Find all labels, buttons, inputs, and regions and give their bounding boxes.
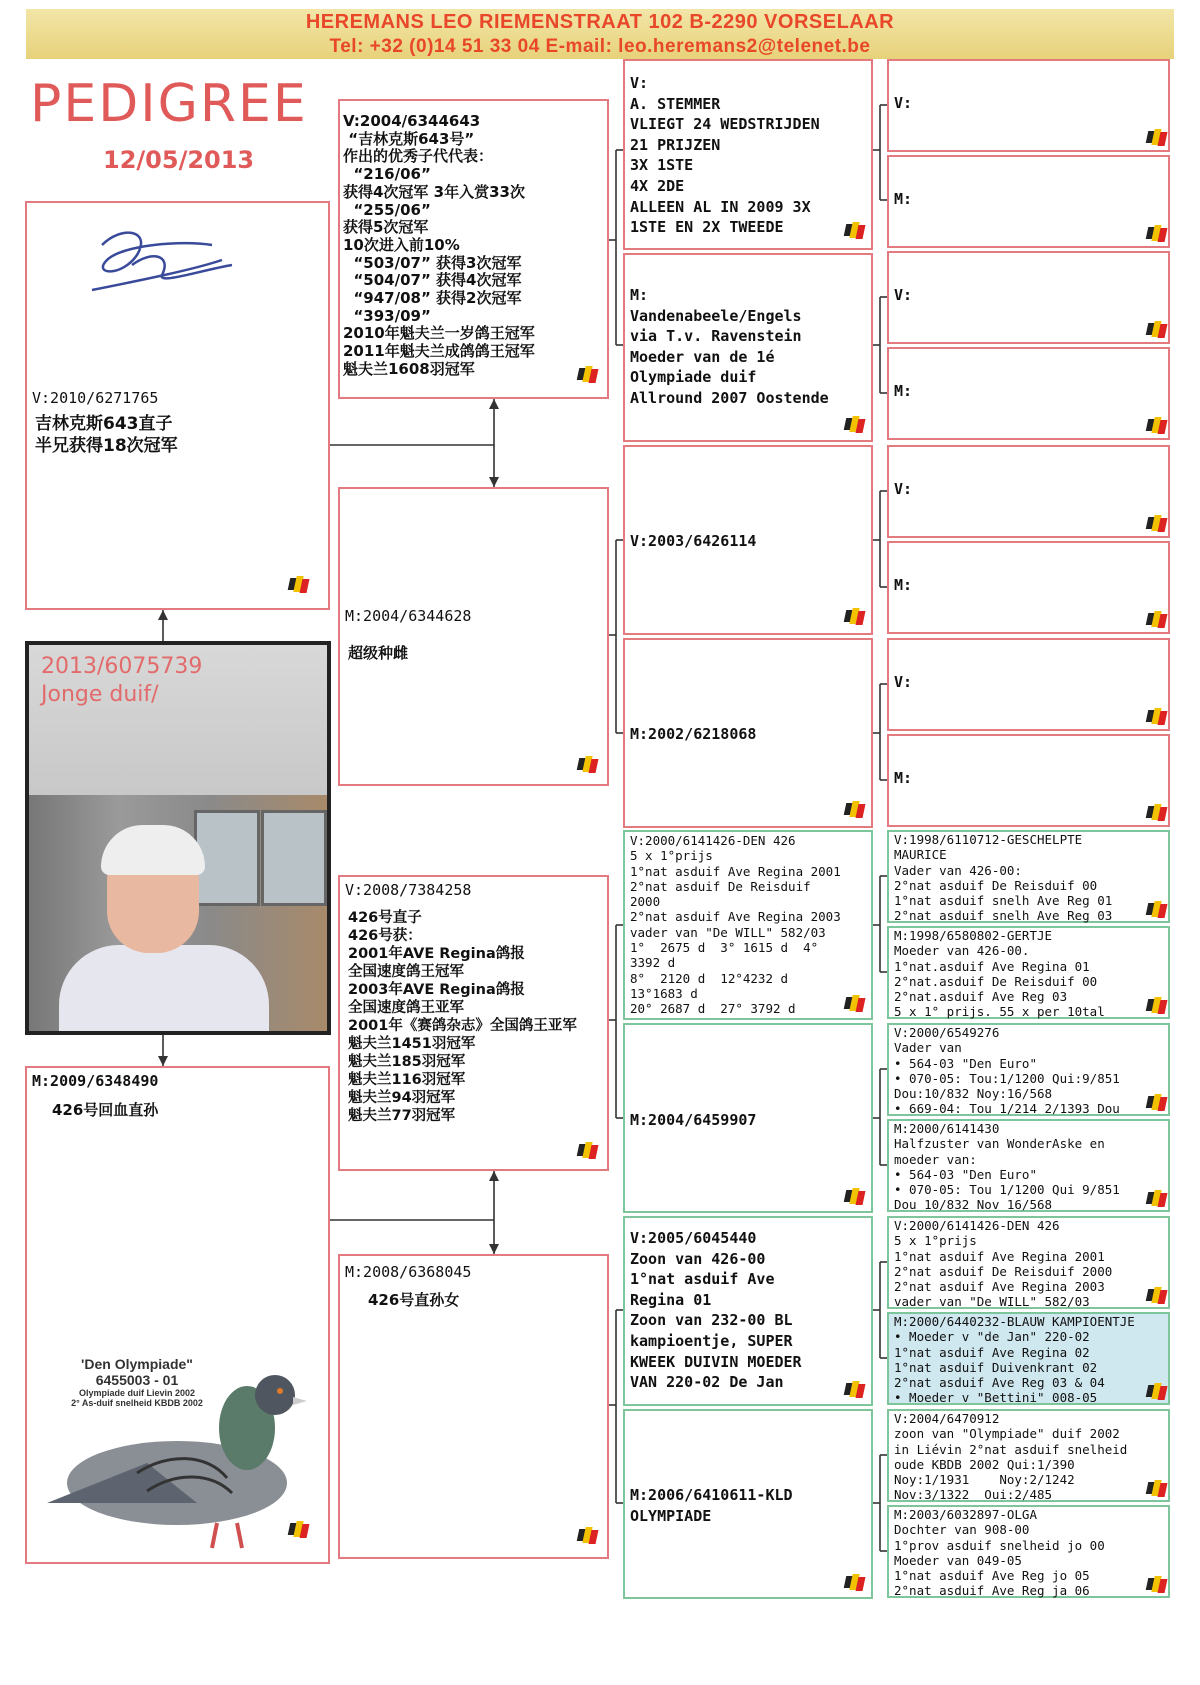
gen4-box-13 xyxy=(887,1216,1170,1309)
signature xyxy=(62,215,242,315)
subject-photo xyxy=(25,641,331,1035)
sire-ring: V:2010/6271765 xyxy=(32,389,159,407)
gen3-text-8: M:2006/6410611-KLD OLYMPIADE xyxy=(630,1486,793,1525)
belgian-flag-icon xyxy=(578,753,600,775)
belgian-flag-icon xyxy=(845,219,867,241)
gen4-box-5 xyxy=(887,445,1170,538)
belgian-flag-icon xyxy=(1147,1477,1169,1499)
belgian-flag-icon xyxy=(1147,512,1169,534)
gen3-text-1: V: A. STEMMER VLIEGT 24 WEDSTRIJDEN 21 PRIJZEN 3X 1STE 4X 2DE ALLEEN AL IN 2009 3X 1STE EN 2X TWEEDE xyxy=(630,74,820,237)
belgian-flag-icon xyxy=(1147,994,1169,1016)
gen3-text-3: V:2003/6426114 xyxy=(630,532,757,550)
belgian-flag-icon xyxy=(1147,222,1169,244)
gen4-box-1 xyxy=(887,59,1170,152)
gen4-text-10: M:1998/6580802-GERTJE Moeder van 426-00. 1°nat.asduif Ave Regina 01 2°nat.asduif De Reisduif 00 2°nat.asduif Ave Reg 03 5 x 1° prijs. 55 x per 10tal xyxy=(894,928,1105,1020)
belgian-flag-icon xyxy=(289,573,311,595)
belgian-flag-icon xyxy=(1147,318,1169,340)
gen4-box-15 xyxy=(887,1409,1170,1502)
dam-dam-notes: 426号直孙女 xyxy=(368,1291,460,1309)
gen4-box-14 xyxy=(887,1312,1170,1405)
gen3-text-5: V:2000/6141426-DEN 426 5 x 1°prijs 1°nat asduif Ave Regina 2001 2°nat asduif De Reisduif 2000 2°nat asduif Ave Regina 2003 vader van "De WILL" 582/03 1° 2675 d 3° 1615 d 4° 3392 d 8° 2120 d 12°4232 d 13°1683 d 20° 2687 d 27° 3792 d xyxy=(630,833,841,1017)
belgian-flag-icon xyxy=(578,363,600,385)
gen3-box-6 xyxy=(623,1023,873,1213)
gen3-box-1 xyxy=(623,59,873,250)
gen4-box-8 xyxy=(887,734,1170,827)
gen4-box-11 xyxy=(887,1023,1170,1116)
belgian-flag-icon xyxy=(845,1185,867,1207)
belgian-flag-icon xyxy=(845,992,867,1014)
belgian-flag-icon xyxy=(845,605,867,627)
belgian-flag-icon xyxy=(1147,608,1169,630)
sire-dam-ring: M:2004/6344628 xyxy=(345,607,472,625)
pedigree-date: 12/05/2013 xyxy=(103,146,255,174)
belgian-flag-icon xyxy=(845,1378,867,1400)
belgian-flag-icon xyxy=(1147,1573,1169,1595)
gen3-box-4 xyxy=(623,638,873,828)
gen3-box-7 xyxy=(623,1216,873,1406)
header-banner xyxy=(26,9,1174,59)
belgian-flag-icon xyxy=(578,1139,600,1161)
gen3-box-3 xyxy=(623,445,873,635)
sire-dam-box xyxy=(338,487,609,786)
belgian-flag-icon xyxy=(1147,705,1169,727)
gen3-text-7: V:2005/6045440 Zoon van 426-00 1°nat asduif Ave Regina 01 Zoon van 232-00 BL kampioentje, SUPER KWEEK DUIVIN MOEDER VAN 220-02 De Jan xyxy=(630,1229,802,1392)
belgian-flag-icon xyxy=(1147,414,1169,436)
belgian-flag-icon xyxy=(1147,1091,1169,1113)
gen4-text-2: M: xyxy=(894,190,913,208)
dam-dam-ring: M:2008/6368045 xyxy=(345,1263,472,1281)
dam-dam-box xyxy=(338,1254,609,1559)
gen4-text-6: M: xyxy=(894,576,913,594)
page-title: PEDIGREE xyxy=(30,74,308,134)
gen4-text-9: V:1998/6110712-GESCHELPTE MAURICE Vader van 426-00: 2°nat asduif De Reisduif 00 1°nat asduif snelh Ave Reg 01 2°nat asduif snelh Ave Reg 03 xyxy=(894,832,1113,924)
gen4-box-7 xyxy=(887,638,1170,731)
breeder-address: HEREMANS LEO RIEMENSTRAAT 102 B-2290 VORSELAAR xyxy=(305,11,895,33)
sire-box xyxy=(25,201,330,610)
gen4-text-16: M:2003/6032897-OLGA Dochter van 908-00 1°prov asduif snelheid jo 00 Moeder van 049-05 1°nat asduif Ave Reg jo 05 2°nat asduif Ave Reg ja 06 xyxy=(894,1507,1105,1599)
gen3-box-5 xyxy=(623,830,873,1020)
gen3-text-4: M:2002/6218068 xyxy=(630,725,757,743)
olympiade-caption: 'Den Olympiade" 6455003 - 01 Olympiade duif Lievin 2002 2° As-duif snelheid KBDB 2002 xyxy=(71,1356,203,1408)
sire-sire-box xyxy=(338,99,609,399)
belgian-flag-icon xyxy=(289,1518,311,1540)
belgian-flag-icon xyxy=(1147,1284,1169,1306)
dam-sire-notes: 426号直子 426号获： 2001年AVE Regina鸽报 全国速度鸽王冠军 2003年AVE Regina鸽报 全国速度鸽王亚军 2001年《赛鸽杂志》全国鸽王亚军 魁夫兰1451羽冠军 魁夫兰185羽冠军 魁夫兰116羽冠军 魁夫兰94羽冠军 魁夫兰77羽冠军 xyxy=(348,910,577,1124)
belgian-flag-icon xyxy=(845,413,867,435)
belgian-flag-icon xyxy=(1147,898,1169,920)
gen4-text-11: V:2000/6549276 Vader van • 564-03 "Den Euro" • 070-05: Tou:1/1200 Qui:9/851 Dou:10/832 Noy:16/568 • 669-04: Tou 1/214 2/1393 Dou xyxy=(894,1025,1120,1117)
dam-box xyxy=(25,1066,330,1564)
gen4-box-6 xyxy=(887,541,1170,634)
gen4-text-14: M:2000/6440232-BLAUW KAMPIOENTJE • Moeder v "de Jan" 220-02 1°nat asduif Ave Regina 02 1°nat asduif Duivenkrant 02 2°nat asduif Ave Reg 03 & 04 • Moeder v "Bettini" 008-05 xyxy=(894,1314,1135,1406)
gen4-text-1: V: xyxy=(894,94,913,112)
gen4-box-12 xyxy=(887,1119,1170,1212)
gen4-box-9 xyxy=(887,830,1170,923)
gen3-text-2: M: Vandenabeele/Engels via T.v. Ravenstein Moeder van de 1é Olympiade duif Allround 2007 Oostende xyxy=(630,286,829,407)
dam-sire-ring: V:2008/7384258 xyxy=(345,881,472,899)
gen4-box-10 xyxy=(887,926,1170,1019)
gen4-box-3 xyxy=(887,251,1170,344)
dam-notes: 426号回血直孙 xyxy=(52,1101,159,1119)
gen4-text-3: V: xyxy=(894,286,913,304)
subject-ring: 2013/6075739 Jonge duif/ xyxy=(41,654,203,707)
gen3-text-6: M:2004/6459907 xyxy=(630,1111,757,1129)
sire-notes: 吉林克斯643直子 半兄获得18次冠军 xyxy=(35,414,178,456)
belgian-flag-icon xyxy=(578,1524,600,1546)
gen4-text-8: M: xyxy=(894,769,913,787)
gen4-box-2 xyxy=(887,155,1170,248)
sire-sire-notes: V:2004/6344643 “吉林克斯643号” 作出的优秀子代代表： “216/06” 获得4次冠军 3年入赏33次 “255/06” 获得5次冠军 10次进入前10% “503/07” 获得3次冠军 “504/07” 获得4次冠军 “947/08” 获得2次冠军 “393/09” 2010年魁夫兰一岁鸽王冠军 2011年魁夫兰成鸽鸽王冠军 魁夫兰1608羽冠军 xyxy=(343,112,535,378)
gen3-box-2 xyxy=(623,253,873,442)
gen4-text-13: V:2000/6141426-DEN 426 5 x 1°prijs 1°nat asduif Ave Regina 2001 2°nat asduif De Reisduif 2000 2°nat asduif Ave Regina 2003 vader van "De WILL" 582/03 xyxy=(894,1218,1113,1310)
belgian-flag-icon xyxy=(1147,801,1169,823)
belgian-flag-icon xyxy=(1147,1187,1169,1209)
gen3-box-8 xyxy=(623,1409,873,1599)
sire-dam-notes: 超级种雌 xyxy=(348,644,409,662)
belgian-flag-icon xyxy=(1147,126,1169,148)
gen4-box-4 xyxy=(887,347,1170,440)
dam-sire-box xyxy=(338,875,609,1171)
gen4-text-5: V: xyxy=(894,480,913,498)
belgian-flag-icon xyxy=(1147,1380,1169,1402)
belgian-flag-icon xyxy=(845,798,867,820)
gen4-text-4: M: xyxy=(894,382,913,400)
gen4-box-16 xyxy=(887,1505,1170,1598)
gen4-text-15: V:2004/6470912 zoon van "Olympiade" duif 2002 in Liévin 2°nat asduif snelheid oude KBDB 2002 Qui:1/390 Noy:1/1931 Noy:2/1242 Nov:3/1322 Oui:2/485 xyxy=(894,1411,1128,1503)
breeder-contact: Tel: +32 (0)14 51 33 04 E-mail: leo.heremans2@telenet.be xyxy=(329,36,871,57)
dam-ring: M:2009/6348490 xyxy=(32,1072,159,1090)
pigeon-image xyxy=(27,1353,317,1553)
gen4-text-12: M:2000/6141430 Halfzuster van WonderAske en moeder van: • 564-03 "Den Euro" • 070-05: Tou 1/1200 Qui 9/851 Dou 10/832 Nov 16/568 xyxy=(894,1121,1120,1213)
gen4-text-7: V: xyxy=(894,673,913,691)
belgian-flag-icon xyxy=(845,1571,867,1593)
